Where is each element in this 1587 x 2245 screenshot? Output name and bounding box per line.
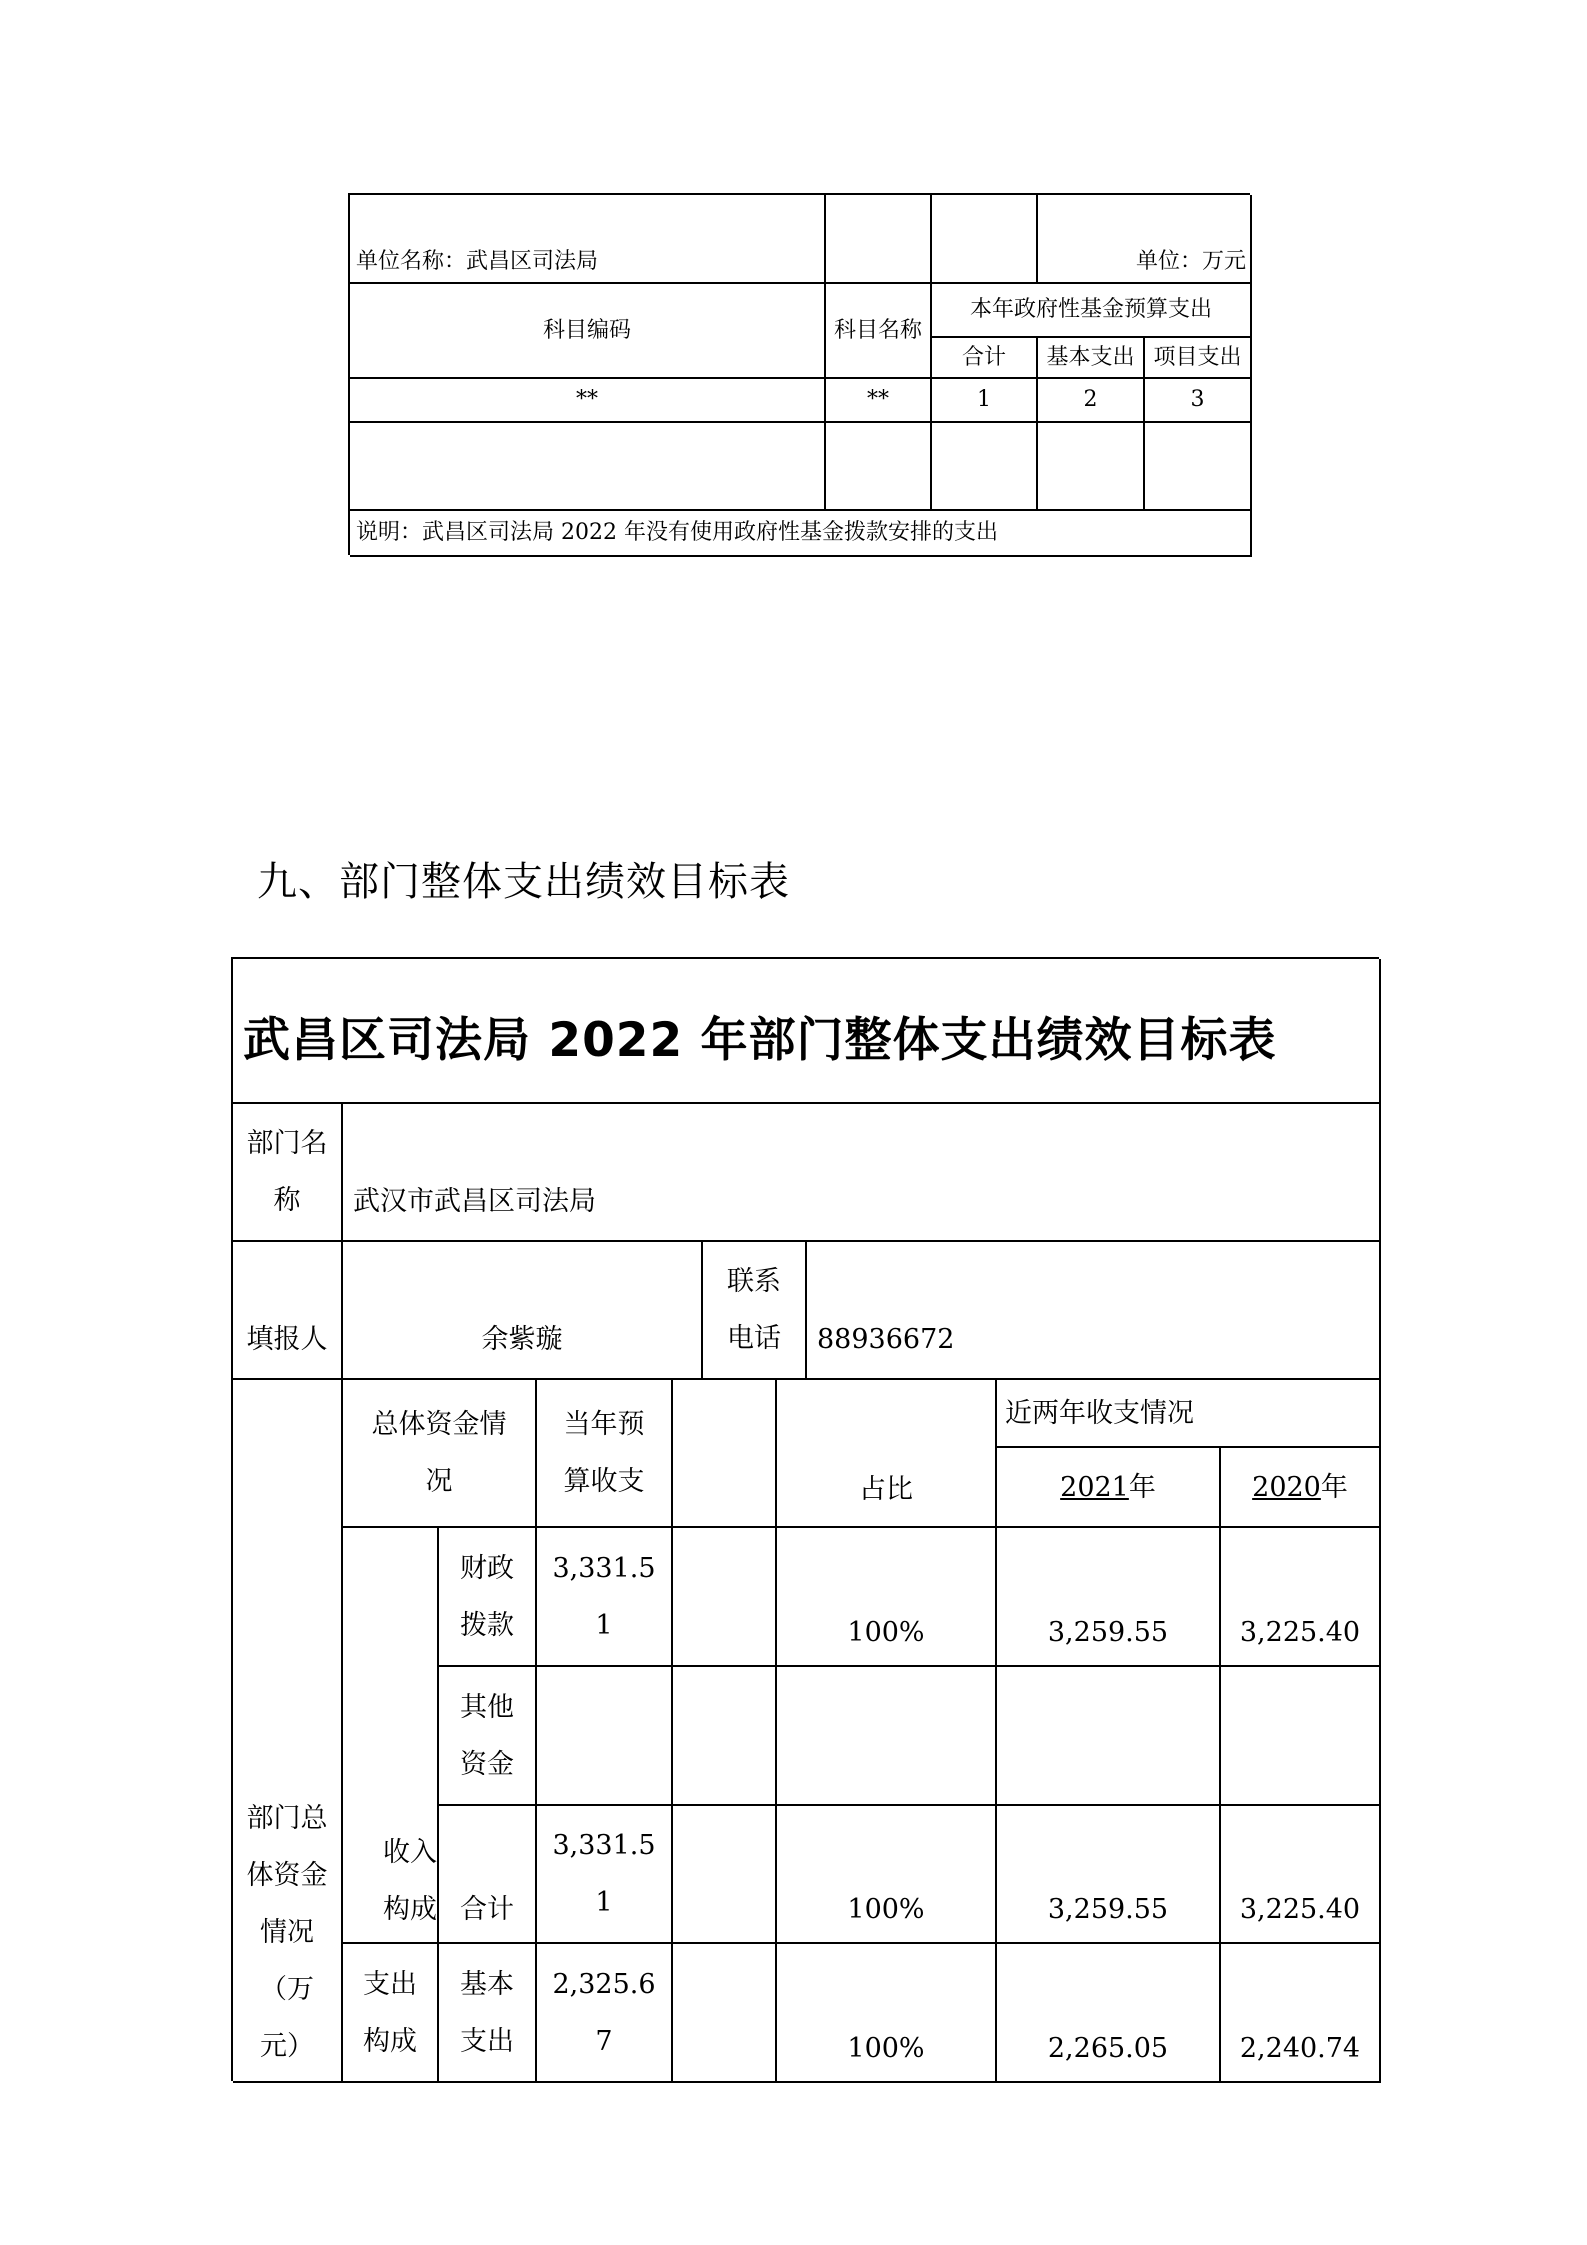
mark-text: ** [576, 387, 598, 413]
header-subject-name [826, 284, 932, 379]
side-label-line: 情况 [260, 1917, 314, 1948]
header-basic [1038, 338, 1145, 379]
mark-cell [932, 379, 1038, 423]
current-value-line1: 3,331.5 [552, 1830, 656, 1861]
current-year-line1: 当年预 [563, 1409, 645, 1440]
reporter-label-text: 填报人 [246, 1324, 328, 1355]
mark-text: ** [867, 387, 889, 413]
row-label [439, 1667, 537, 1806]
data-cell [932, 423, 1038, 511]
value-2020 [1221, 1806, 1381, 1944]
reporter-label [233, 1242, 343, 1380]
mark-text: 3 [1190, 387, 1205, 413]
current-value-line2: 1 [595, 1609, 613, 1641]
row-label-line2: 拨款 [460, 1609, 514, 1641]
side-label-line: 部门总 [246, 1803, 328, 1834]
dept-name-text: 武汉市武昌区司法局 [353, 1186, 596, 1217]
year-2021-text [1060, 1459, 1156, 1516]
government-fund-expense-table [348, 193, 1250, 555]
row-label-line2: 资金 [460, 1748, 514, 1780]
side-label-line: 体资金 [246, 1860, 328, 1891]
performance-target-table [231, 957, 1379, 2081]
dept-name-label [233, 1104, 343, 1242]
ratio-text: 100% [847, 1617, 925, 1648]
row-label [439, 1944, 537, 2083]
value-2020 [1221, 1944, 1381, 2083]
year-2021-number: 2021 [1060, 1471, 1129, 1503]
side-label-line: （万 [260, 1974, 314, 2005]
mark-cell [350, 379, 826, 423]
row-label [439, 1806, 537, 1944]
year-2021-header [997, 1448, 1221, 1528]
ratio-header [777, 1380, 997, 1528]
mark-cell [1038, 379, 1145, 423]
table-title: 武昌区司法局 2022 年部门整体支出绩效目标表 [243, 1013, 1277, 1068]
unit-label: 单位：万元 [1135, 249, 1246, 275]
phone-number: 88936672 [817, 1324, 955, 1355]
current-value [537, 1528, 673, 1667]
reporter-value [343, 1242, 703, 1380]
empty-cell [932, 195, 1038, 284]
header-project [1145, 338, 1252, 379]
recent-years-text: 近两年收支情况 [1005, 1397, 1194, 1429]
current-value-line1: 3,331.5 [552, 1552, 656, 1584]
unit-name-cell [350, 195, 826, 284]
header-fund-expense-text: 本年政府性基金预算支出 [969, 297, 1212, 323]
year-suffix: 年 [1128, 1471, 1156, 1503]
value-2021-text: 3,259.55 [1047, 1894, 1169, 1925]
year-2020-text [1252, 1459, 1348, 1516]
overall-fund-header [343, 1380, 537, 1528]
mark-text: 2 [1083, 387, 1098, 413]
row-label-text: 合计 [460, 1894, 514, 1925]
ratio-value [777, 1667, 997, 1806]
current-value-line2: 1 [595, 1887, 613, 1918]
income-label-line2: 构成 [383, 1894, 437, 1925]
current-year-line2: 算收支 [563, 1466, 645, 1497]
phone-label-line1: 联系 [727, 1266, 781, 1297]
value-2021 [997, 1528, 1221, 1667]
phone-label [703, 1242, 807, 1380]
current-value [537, 1944, 673, 2083]
recent-years-header [997, 1380, 1381, 1448]
phone-label-line2: 电话 [727, 1323, 781, 1354]
note-cell [350, 511, 1252, 557]
value-2021 [997, 1806, 1221, 1944]
unit-name: 单位名称：武昌区司法局 [356, 249, 599, 275]
header-subject-code-text: 科目编码 [542, 317, 631, 343]
value-2021 [997, 1667, 1221, 1806]
phone-value [807, 1242, 1381, 1380]
income-label-line1: 收入 [383, 1837, 437, 1868]
header-basic-text: 基本支出 [1046, 344, 1135, 370]
value-2021-text: 3,259.55 [1047, 1617, 1169, 1648]
dept-name-value [343, 1104, 1381, 1242]
blank-cell [673, 1806, 777, 1944]
value-2020-text: 3,225.40 [1239, 1894, 1361, 1925]
empty-cell [826, 195, 932, 284]
header-subject-name-text: 科目名称 [833, 317, 922, 343]
data-cell [350, 423, 826, 511]
current-value [537, 1667, 673, 1806]
value-2020-text: 3,225.40 [1239, 1617, 1361, 1648]
mark-cell [826, 379, 932, 423]
ratio-text: 100% [847, 1894, 925, 1925]
year-suffix: 年 [1320, 1471, 1348, 1503]
blank-cell [673, 1667, 777, 1806]
table-title-cell [233, 959, 1381, 1104]
expense-composition-label [343, 1944, 439, 2083]
header-fund-expense [932, 284, 1252, 338]
value-2020 [1221, 1528, 1381, 1667]
current-value-line2: 7 [595, 2025, 613, 2057]
overall-fund-line1: 总体资金情 [371, 1409, 507, 1440]
year-2020-header [1221, 1448, 1381, 1528]
year-2020-number: 2020 [1252, 1471, 1321, 1503]
income-composition-label [343, 1528, 439, 1944]
current-value-line1: 2,325.6 [552, 1968, 656, 2000]
header-subject-code [350, 284, 826, 379]
header-total [932, 338, 1038, 379]
overall-fund-line2: 况 [425, 1466, 453, 1497]
fund-situation-label [233, 1380, 343, 2083]
ratio-value [777, 1528, 997, 1667]
blank-cell [673, 1944, 777, 2083]
value-2020-text: 2,240.74 [1239, 2033, 1361, 2064]
dept-name-label-line1: 部门名 [246, 1128, 328, 1159]
current-value [537, 1806, 673, 1944]
data-cell [1145, 423, 1252, 511]
row-label-line1: 财政 [460, 1552, 514, 1584]
data-cell [826, 423, 932, 511]
row-label-line1: 基本 [460, 1968, 514, 2000]
ratio-value [777, 1806, 997, 1944]
mark-cell [1145, 379, 1252, 423]
note-text: 说明：武昌区司法局 2022 年没有使用政府性基金拨款安排的支出 [356, 520, 998, 546]
ratio-text: 100% [847, 2033, 925, 2064]
unit-cell [1038, 195, 1252, 284]
value-2021 [997, 1944, 1221, 2083]
header-project-text: 项目支出 [1153, 344, 1242, 370]
side-label-line: 元） [260, 2031, 314, 2062]
row-label-line1: 其他 [460, 1691, 514, 1723]
current-year-header [537, 1380, 673, 1528]
mark-text: 1 [977, 387, 991, 413]
expense-label-line1: 支出 [363, 1968, 417, 2000]
blank-header [673, 1380, 777, 1528]
expense-label-line2: 构成 [363, 2025, 417, 2057]
dept-name-label-line2: 称 [273, 1185, 301, 1216]
value-2021-text: 2,265.05 [1047, 2033, 1169, 2064]
row-label [439, 1528, 537, 1667]
section-title: 九、部门整体支出绩效目标表 [257, 859, 790, 905]
data-cell [1038, 423, 1145, 511]
header-total-text: 合计 [961, 344, 1006, 370]
ratio-header-text: 占比 [859, 1474, 913, 1505]
value-2020 [1221, 1667, 1381, 1806]
blank-cell [673, 1528, 777, 1667]
row-label-line2: 支出 [460, 2025, 514, 2057]
ratio-value [777, 1944, 997, 2083]
reporter-name: 余紫璇 [481, 1324, 563, 1355]
